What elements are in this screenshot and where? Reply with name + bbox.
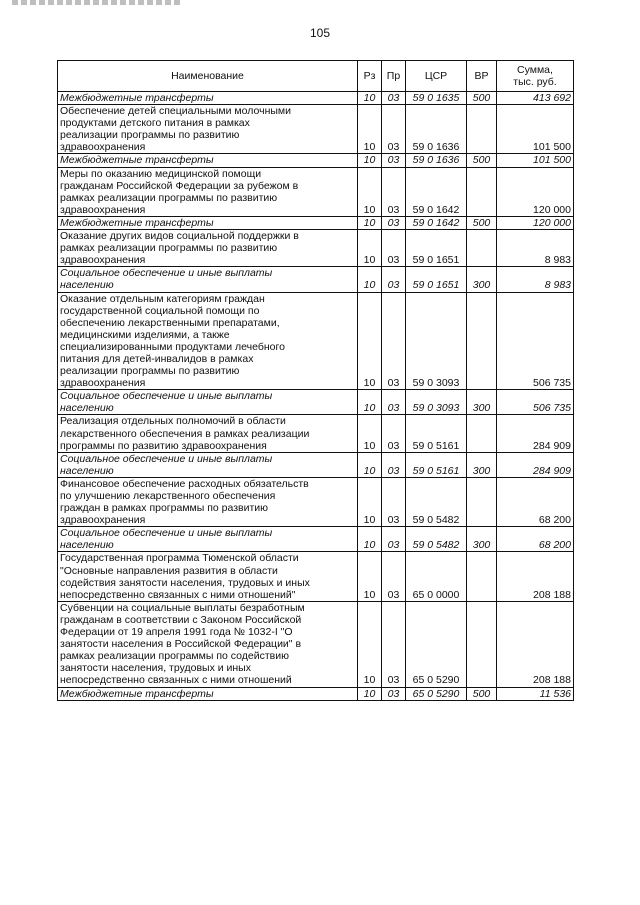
cell-rz: 10 (358, 230, 382, 267)
cell-pr: 03 (382, 527, 406, 552)
cell-name: Обеспечение детей специальными молочными продуктами детского питания в рамках реализации программы по развитию здравоохранения (58, 105, 358, 154)
cell-sum: 101 500 (497, 154, 574, 167)
cell-vr (467, 230, 497, 267)
cell-vr: 300 (467, 527, 497, 552)
cell-name: Межбюджетные трансферты (58, 154, 358, 167)
cell-pr: 03 (382, 415, 406, 452)
cell-rz: 10 (358, 105, 382, 154)
cell-name: Оказание других видов социальной поддержки в рамках реализации программы по развитию здравоохранения (58, 230, 358, 267)
cell-sum: 208 188 (497, 552, 574, 601)
budget-table (57, 60, 574, 701)
header-vr: ВР (467, 61, 497, 92)
cell-sum: 8 983 (497, 267, 574, 292)
cell-sum: 8 983 (497, 230, 574, 267)
cell-sum: 208 188 (497, 601, 574, 687)
cell-csr: 59 0 5161 (406, 415, 467, 452)
table-row (58, 105, 574, 154)
table-header-row (58, 61, 574, 92)
cell-name: Меры по оказанию медицинской помощи гражданам Российской Федерации за рубежом в рамках реализации программы по развитию здравоохранения (58, 167, 358, 216)
cell-pr: 03 (382, 477, 406, 526)
cell-rz: 10 (358, 167, 382, 216)
cell-csr: 59 0 5482 (406, 477, 467, 526)
cell-name: Межбюджетные трансферты (58, 687, 358, 700)
cell-csr: 65 0 5290 (406, 687, 467, 700)
header-pr: Пр (382, 61, 406, 92)
table-row (58, 601, 574, 687)
table-row (58, 292, 574, 390)
header-csr: ЦСР (406, 61, 467, 92)
cell-name: Реализация отдельных полномочий в области лекарственного обеспечения в рамках реализации программы по развитию здравоохранения (58, 415, 358, 452)
cell-vr (467, 167, 497, 216)
cell-sum: 11 536 (497, 687, 574, 700)
cell-vr: 500 (467, 687, 497, 700)
cell-sum: 68 200 (497, 527, 574, 552)
cell-name: Социальное обеспечение и иные выплаты населению (58, 527, 358, 552)
table-row (58, 216, 574, 229)
cell-rz: 10 (358, 687, 382, 700)
cell-rz: 10 (358, 477, 382, 526)
cell-name: Межбюджетные трансферты (58, 92, 358, 105)
header-sum: Сумма, тыс. руб. (497, 61, 574, 92)
cell-csr: 59 0 1636 (406, 154, 467, 167)
cell-vr (467, 552, 497, 601)
cell-vr (467, 292, 497, 390)
cell-sum: 120 000 (497, 167, 574, 216)
cell-vr: 300 (467, 267, 497, 292)
cell-name: Социальное обеспечение и иные выплаты населению (58, 452, 358, 477)
cell-csr: 65 0 5290 (406, 601, 467, 687)
cell-pr: 03 (382, 292, 406, 390)
cell-name: Государственная программа Тюменской области "Основные направления развития в области содействия занятости населения, трудовых и иных непосредственно связанных с ними отношений" (58, 552, 358, 601)
cell-vr (467, 601, 497, 687)
cell-rz: 10 (358, 552, 382, 601)
table-row (58, 477, 574, 526)
cell-csr: 59 0 3093 (406, 292, 467, 390)
cell-sum: 413 692 (497, 92, 574, 105)
cell-vr (467, 415, 497, 452)
cell-csr: 59 0 3093 (406, 390, 467, 415)
cell-vr: 500 (467, 154, 497, 167)
cell-rz: 10 (358, 216, 382, 229)
table-row (58, 167, 574, 216)
cell-vr: 500 (467, 216, 497, 229)
cell-sum: 120 000 (497, 216, 574, 229)
cell-rz: 10 (358, 601, 382, 687)
cell-rz: 10 (358, 390, 382, 415)
cell-name: Оказание отдельным категориям граждан государственной социальной помощи по обеспечению лекарственными препаратами, медицинскими изделиями, а также специализированными продуктами лечебного питания для детей-инвалидов в рамках реализации программы по развитию здравоохранения (58, 292, 358, 390)
cell-rz: 10 (358, 92, 382, 105)
cell-vr: 300 (467, 390, 497, 415)
cell-pr: 03 (382, 552, 406, 601)
cell-vr (467, 477, 497, 526)
cell-csr: 59 0 1642 (406, 216, 467, 229)
cell-pr: 03 (382, 601, 406, 687)
cell-pr: 03 (382, 687, 406, 700)
cell-sum: 506 735 (497, 390, 574, 415)
table-row (58, 527, 574, 552)
cell-csr: 59 0 1651 (406, 267, 467, 292)
table-row (58, 452, 574, 477)
cell-pr: 03 (382, 105, 406, 154)
cell-name: Социальное обеспечение и иные выплаты населению (58, 267, 358, 292)
cell-sum: 68 200 (497, 477, 574, 526)
header-rz: Рз (358, 61, 382, 92)
table-row (58, 415, 574, 452)
table-row (58, 552, 574, 601)
cell-pr: 03 (382, 154, 406, 167)
page-number: 105 (309, 26, 331, 40)
cell-rz: 10 (358, 154, 382, 167)
cell-sum: 506 735 (497, 292, 574, 390)
header-name: Наименование (58, 61, 358, 92)
cell-csr: 59 0 1635 (406, 92, 467, 105)
cell-csr: 59 0 1642 (406, 167, 467, 216)
table-row (58, 267, 574, 292)
cell-pr: 03 (382, 267, 406, 292)
cell-csr: 59 0 5161 (406, 452, 467, 477)
cell-pr: 03 (382, 452, 406, 477)
cell-csr: 59 0 5482 (406, 527, 467, 552)
cell-vr: 300 (467, 452, 497, 477)
cell-pr: 03 (382, 92, 406, 105)
cell-csr: 65 0 0000 (406, 552, 467, 601)
scan-artifact (12, 0, 182, 5)
cell-rz: 10 (358, 527, 382, 552)
table-row (58, 92, 574, 105)
cell-pr: 03 (382, 167, 406, 216)
cell-csr: 59 0 1651 (406, 230, 467, 267)
cell-name: Межбюджетные трансферты (58, 216, 358, 229)
cell-vr: 500 (467, 92, 497, 105)
table-row (58, 154, 574, 167)
cell-name: Субвенции на социальные выплаты безработным гражданам в соответствии с Законом Российской Федерации от 19 апреля 1991 года № 1032-I "О занятости населения в Российской Федерации" в рамках реализации программы по содействию занятости населения, трудовых и иных непосредственно связанных с ними отношений (58, 601, 358, 687)
cell-rz: 10 (358, 292, 382, 390)
cell-vr (467, 105, 497, 154)
cell-sum: 101 500 (497, 105, 574, 154)
table-body (58, 92, 574, 701)
table-row (58, 230, 574, 267)
cell-csr: 59 0 1636 (406, 105, 467, 154)
table-row (58, 687, 574, 700)
cell-rz: 10 (358, 267, 382, 292)
cell-pr: 03 (382, 230, 406, 267)
table-row (58, 390, 574, 415)
cell-pr: 03 (382, 390, 406, 415)
cell-rz: 10 (358, 415, 382, 452)
cell-name: Финансовое обеспечение расходных обязательств по улучшению лекарственного обеспечения граждан в рамках программы по развитию здравоохранения (58, 477, 358, 526)
cell-pr: 03 (382, 216, 406, 229)
cell-name: Социальное обеспечение и иные выплаты населению (58, 390, 358, 415)
cell-sum: 284 909 (497, 415, 574, 452)
cell-rz: 10 (358, 452, 382, 477)
cell-sum: 284 909 (497, 452, 574, 477)
